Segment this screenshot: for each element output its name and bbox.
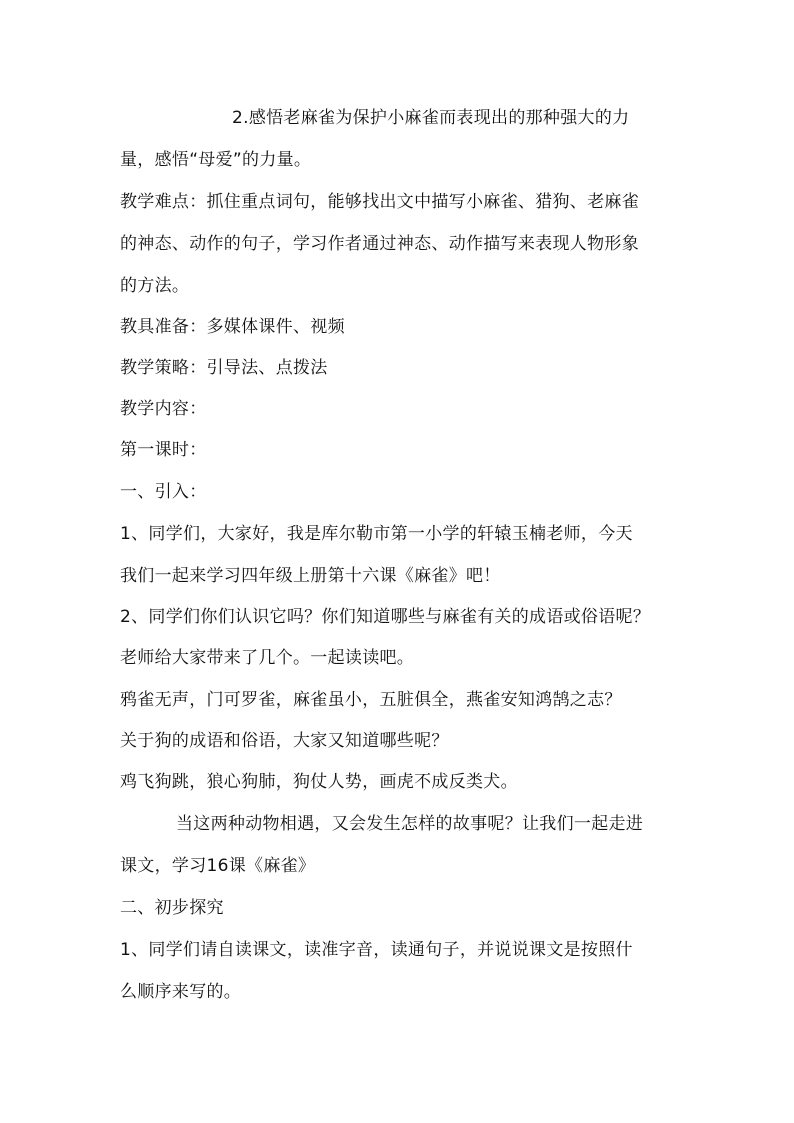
text-line-goal-2: 2.感悟老麻雀为保护小麻雀而表现出的那种强大的力 <box>232 108 630 128</box>
text-line-intro-1: 1、同学们，大家好，我是库尔勒市第一小学的轩辕玉楠老师，今天 <box>120 524 633 544</box>
text-line-difficulty-cont-1: 的神态、动作的句子，学习作者通过神态、动作描写来表现人物形象 <box>120 234 639 254</box>
text-line-intro-1-cont: 我们一起来学习四年级上册第十六课《麻雀》吧！ <box>120 566 501 586</box>
text-line-dog-idioms: 鸡飞狗跳，狼心狗肺，狗仗人势，画虎不成反类犬。 <box>120 772 518 792</box>
text-line-strategy: 教学策略：引导法、点拨法 <box>120 358 328 378</box>
text-line-goal-2-cont: 量，感悟“母爱”的力量。 <box>120 150 312 170</box>
text-line-tools: 教具准备：多媒体课件、视频 <box>120 317 345 337</box>
text-line-dog-question: 关于狗的成语和俗语，大家又知道哪些呢？ <box>120 731 449 751</box>
text-line-explore-1: 1、同学们请自读课文，读准字音，读通句子，并说说课文是按照什 <box>120 940 633 960</box>
text-line-first-lesson: 第一课时： <box>120 440 207 460</box>
text-line-intro-2-cont: 老师给大家带来了几个。一起读读吧。 <box>120 648 415 668</box>
text-line-sparrow-idioms: 鸦雀无声，门可罗雀，麻雀虽小，五脏俱全，燕雀安知鸿鹄之志？ <box>120 690 622 710</box>
section-heading-intro: 一、引入： <box>120 482 207 502</box>
text-line-difficulty: 教学难点：抓住重点词句，能够找出文中描写小麻雀、猎狗、老麻雀 <box>120 192 639 212</box>
text-line-transition: 当这两种动物相遇，又会发生怎样的故事呢？让我们一起走进 <box>176 814 644 834</box>
section-heading-explore: 二、初步探究 <box>120 898 224 918</box>
text-line-content-heading: 教学内容： <box>120 399 207 419</box>
text-line-difficulty-cont-2: 的方法。 <box>120 276 190 296</box>
text-line-explore-1-cont: 么顺序来写的。 <box>120 982 242 1002</box>
text-line-transition-cont: 课文，学习16课《麻雀》 <box>120 856 316 876</box>
text-line-intro-2: 2、同学们你们认识它吗？你们知道哪些与麻雀有关的成语或俗语呢？ <box>120 607 651 627</box>
